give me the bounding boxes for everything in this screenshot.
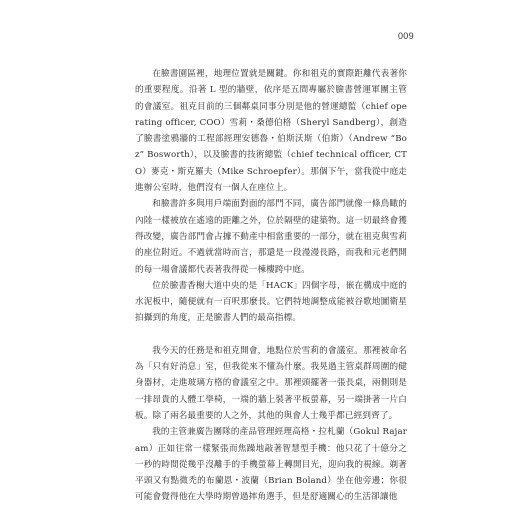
paragraph: 我今天的任務是和祖克開會，地點位於雪莉的會議室。那裡被命名為「只有好消息」室，但我從來不懂為什麼。我晃過主管桌群周圍的健身器材，走進玻璃方格的會議室之中。那裡頭擺著一張長桌，兩側則是一排昂貴的人體工學椅，一端的牆上裝著平板螢幕，另一端掛著一片白板。除了兩名最重要的人之外，其他的與會人士幾乎都已經到齊了。 <box>135 345 407 421</box>
paragraph: 位於臉書香榭大道中央的是「HACK」四個字母，嵌在構成中庭的水泥板中，隨便就有一百呎那麼長。它們特地調整成能被谷歌地圖衛星拍攝到的角度，正是臉書人們的最高指標。 <box>135 280 407 324</box>
paragraph: 我的主管兼廣告團隊的產品管理經理高格・拉札蘭（Gokul Rajaram）正如往常一樣緊張而焦躁地敲著智慧型手機：他只花了十億分之一秒的時間從幾乎沒離手的手機螢幕上轉開目光，迎向我的視線。剃著平頭又有點微禿的布蘭恩・波蘭（Brian Boland）坐在他旁邊；你很可能會覺得他在大學時期曾過摔角選手，但是舒適關心的生活卻讓他 <box>135 427 407 503</box>
section-break <box>135 327 407 343</box>
page-number: 009 <box>398 31 414 41</box>
document-body <box>135 66 407 506</box>
paragraph: 在臉書園區裡，地理位置就是關鍵。你和祖克的實際距離代表著你的重要程度。沿著 L 型的牆壁，依序是五間專屬於臉書營運軍團主管的會議室。祖克目前的三個鄰桌同事分別是他的營運總監（chief operating officer, COO）雪莉・桑德伯格（Sheryl Sandberg），創造了臉書塗鴉牆的工程部經理安德魯・伯斯沃斯（伯斯）（Andrew “Boz” Bosworth），以及臉書的技術總監（chief technical officer, CTO）麥克・斯克羅夫（Mike Schroepfer）。那個下午，當我從中庭走進辦公室時，他們沒有一個人在座位上。 <box>135 69 407 194</box>
paragraph: 和臉書許多與用戶端面對面的部門不同，廣告部門就像一條鳥瞰的內陸一樣被放在遙遠的距離之外，位於隔壁的建築物。這一切最終會獲得改變，廣告部門會占據不動產中相當重要的一部分，就在祖克與雪莉的座位附近。不過就當時而言，那還是一段漫漫長路，而我和元老們開的每一場會議都代表著我得從一棟樓跨中庭。 <box>135 199 407 275</box>
